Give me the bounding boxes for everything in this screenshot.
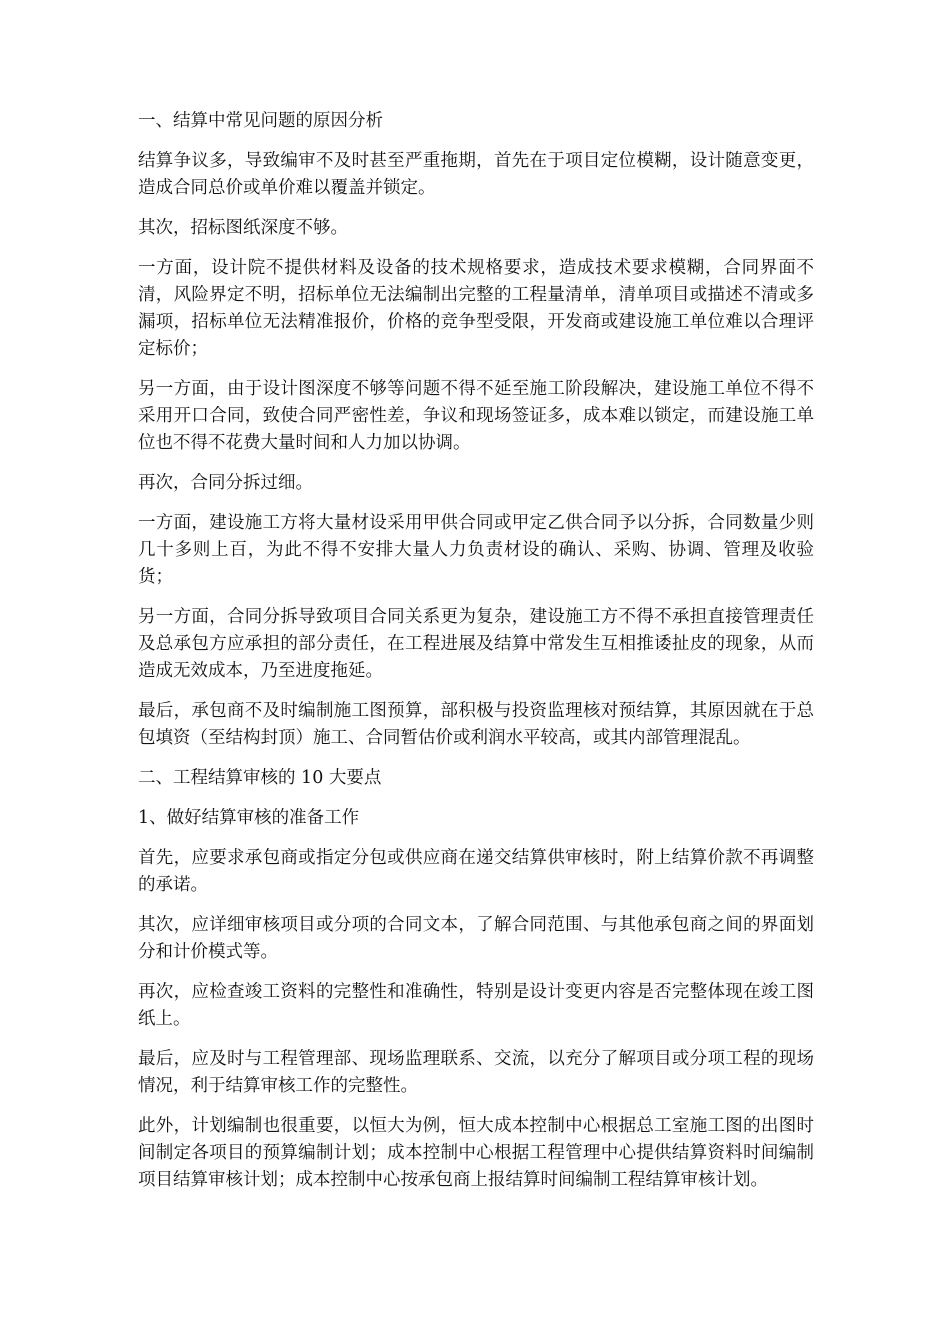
paragraph: 首先，应要求承包商或指定分包或供应商在递交结算供审核时，附上结算价款不再调整的承诺。 — [138, 848, 814, 895]
paragraph: 最后，应及时与工程管理部、现场监理联系、交流，以充分了解项目或分项工程的现场情况，利于结算审核工作的完整性。 — [138, 1049, 814, 1096]
paragraph: 此外，计划编制也很重要，以恒大为例，恒大成本控制中心根据总工室施工图的出图时间制定各项目的预算编制计划；成本控制中心根据工程管理中心提供结算资料时间编制项目结算审核计划；成本控制中心按承包商上报结算时间编制工程结算审核计划。 — [138, 1116, 814, 1190]
section-heading-2: 二、工程结算审核的 10 大要点 — [138, 768, 382, 788]
paragraph: 其次，招标图纸深度不够。 — [138, 218, 348, 238]
paragraph: 其次，应详细审核项目或分项的合同文本，了解合同范围、与其他承包商之间的界面划分和计价模式等。 — [138, 915, 814, 962]
paragraph: 一方面，建设施工方将大量材设采用甲供合同或甲定乙供合同予以分拆，合同数量少则几十多则上百，为此不得不安排大量人力负责材设的确认、采购、协调、管理及收验货； — [138, 513, 814, 587]
paragraph: 结算争议多，导致编审不及时甚至严重拖期，首先在于项目定位模糊，设计随意变更，造成合同总价或单价难以覆盖并锁定。 — [138, 151, 814, 198]
paragraph: 最后，承包商不及时编制施工图预算，部积极与投资监理核对预结算，其原因就在于总包填资（至结构封顶）施工、合同暂估价或利润水平较高，或其内部管理混乱。 — [138, 701, 814, 748]
paragraph: 再次，应检查竣工资料的完整性和准确性，特别是设计变更内容是否完整体现在竣工图纸上。 — [138, 982, 814, 1029]
paragraph: 另一方面，合同分拆导致项目合同关系更为复杂，建设施工方不得不承担直接管理责任及总承包方应承担的部分责任，在工程进展及结算中常发生互相推诿扯皮的现象，从而造成无效成本，乃至进度拖延。 — [138, 607, 814, 681]
paragraph: 再次，合同分拆过细。 — [138, 473, 313, 493]
section-heading-1: 一、结算中常见问题的原因分析 — [138, 111, 383, 131]
document-body — [138, 108, 814, 1207]
paragraph: 另一方面，由于设计图深度不够等问题不得不延至施工阶段解决，建设施工单位不得不采用开口合同，致使合同严密性差，争议和现场签证多，成本难以锁定，而建设施工单位也不得不花费大量时间和人力加以协调。 — [138, 379, 814, 453]
paragraph: 一方面，设计院不提供材料及设备的技术规格要求，造成技术要求模糊，合同界面不清，风险界定不明，招标单位无法编制出完整的工程量清单，清单项目或描述不清或多漏项，招标单位无法精准报价，价格的竞争型受限，开发商或建设施工单位难以合理评定标价； — [138, 258, 814, 359]
subsection-heading: 1、做好结算审核的准备工作 — [138, 808, 360, 828]
